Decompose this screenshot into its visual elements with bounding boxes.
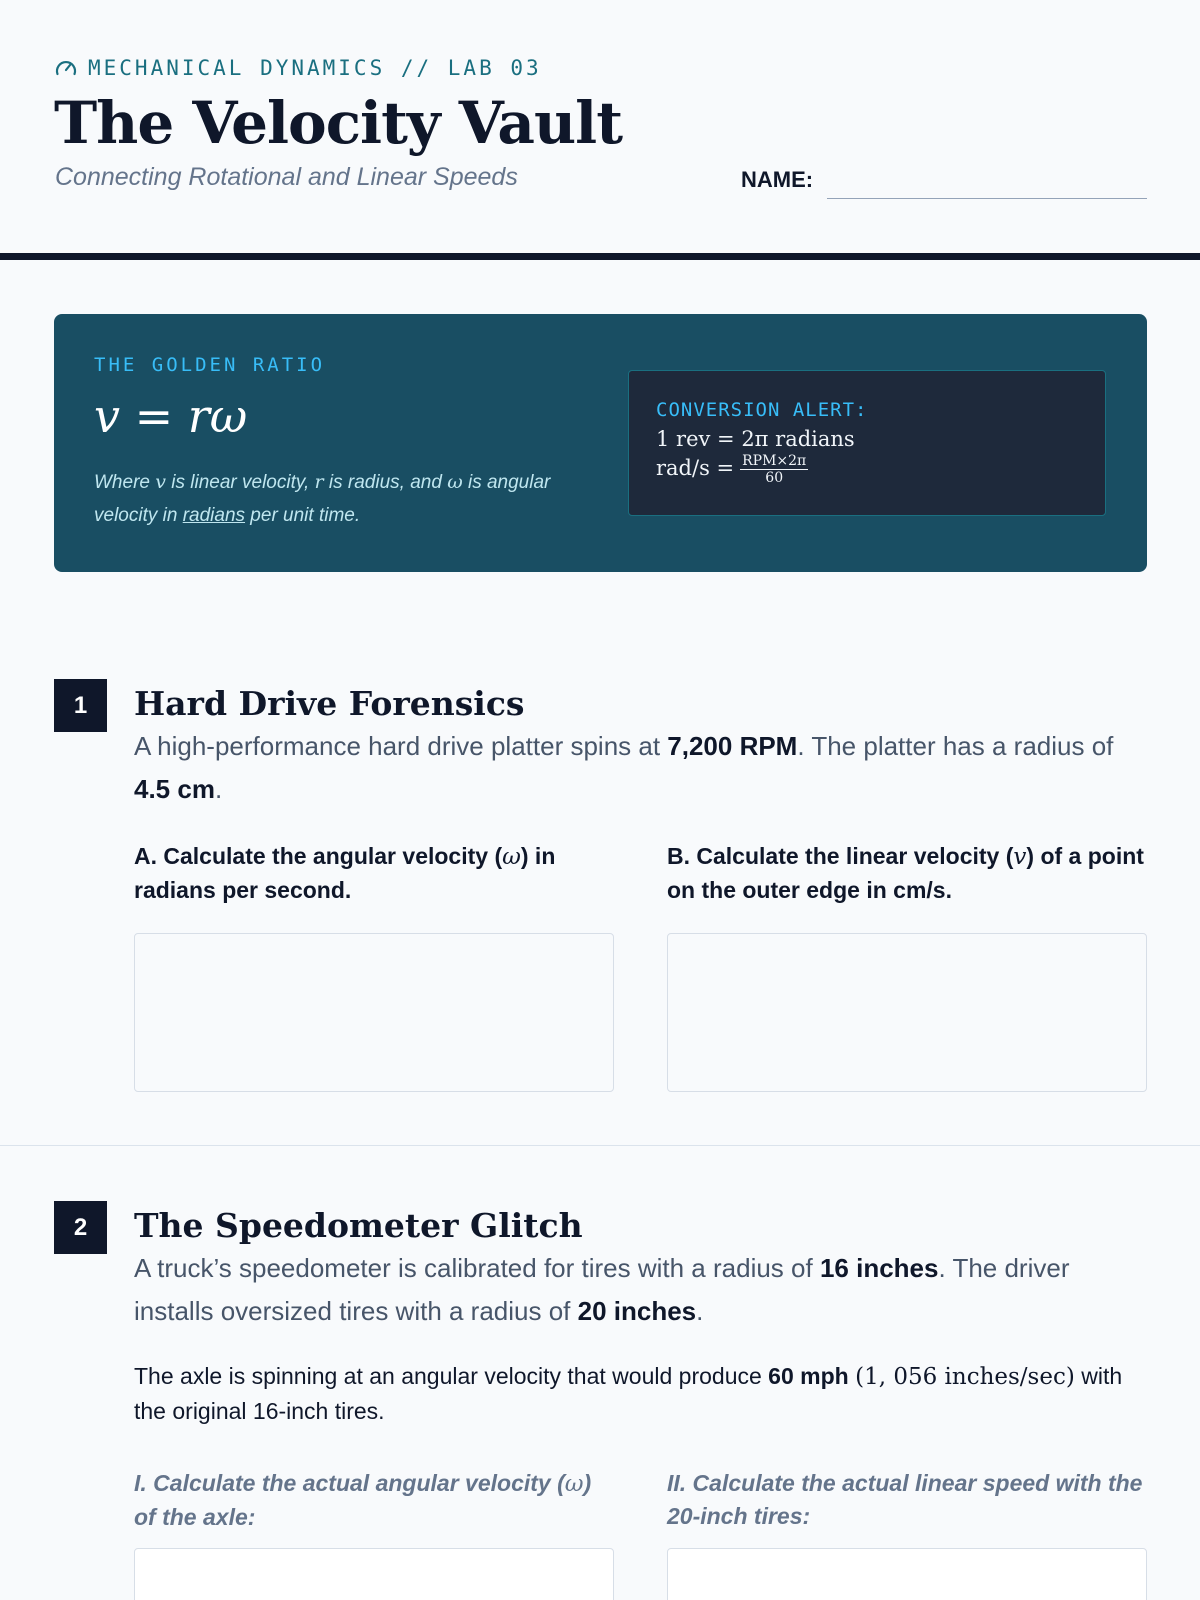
radians-link[interactable]: radians bbox=[182, 505, 246, 526]
conversion-line-rads bbox=[656, 453, 808, 486]
desc-text: Where bbox=[94, 472, 156, 493]
rpm-value: 7,200 RPM bbox=[667, 731, 798, 761]
body-text: . The driver installs oversized tires with a radius of bbox=[134, 1253, 1070, 1326]
question-2-body bbox=[134, 1247, 1154, 1333]
lab-kicker-text: MECHANICAL DYNAMICS // LAB 03 bbox=[88, 56, 542, 80]
note-text: with the original 16-inch tires. bbox=[134, 1363, 1123, 1424]
answer-box-1a[interactable] bbox=[134, 933, 614, 1092]
note-text: The axle is spinning at an angular velocity that would produce bbox=[134, 1363, 769, 1389]
fraction-numerator: RPM×2π bbox=[742, 453, 807, 469]
answer-box-2-i[interactable] bbox=[134, 1548, 614, 1600]
question-2-part-1 bbox=[134, 1467, 614, 1534]
question-1-badge: 1 bbox=[54, 679, 107, 732]
answer-box-2-ii[interactable] bbox=[667, 1548, 1147, 1600]
conversion-fraction bbox=[740, 453, 808, 486]
speedometer-icon bbox=[54, 56, 78, 80]
question-2-note bbox=[134, 1359, 1154, 1428]
question-1-body bbox=[134, 725, 1154, 811]
new-radius: 20 inches bbox=[577, 1296, 697, 1326]
conversion-lhs: rad/s = bbox=[656, 456, 735, 480]
question-1-part-b bbox=[667, 840, 1147, 907]
speed-conversion: (1, 056 inches/sec) bbox=[855, 1364, 1075, 1390]
name-label: NAME: bbox=[741, 167, 814, 192]
fraction-denominator: 60 bbox=[765, 470, 784, 486]
golden-ratio-panel bbox=[54, 314, 1147, 572]
velocity-formula: v = rω bbox=[94, 389, 248, 443]
question-2-badge: 2 bbox=[54, 1201, 107, 1254]
question-2-title: The Speedometer Glitch bbox=[134, 1206, 583, 1245]
body-text: . The platter has a radius of bbox=[797, 731, 1114, 761]
golden-ratio-label: THE GOLDEN RATIO bbox=[94, 354, 326, 376]
lab-kicker bbox=[54, 56, 542, 80]
body-text: . bbox=[214, 774, 223, 804]
page-subtitle: Connecting Rotational and Linear Speeds bbox=[55, 163, 518, 191]
formula-description bbox=[94, 466, 574, 532]
speed-value: 60 mph bbox=[768, 1363, 849, 1389]
conversion-alert-label: CONVERSION ALERT: bbox=[656, 399, 868, 421]
conversion-alert-box bbox=[628, 370, 1106, 516]
name-field-line[interactable] bbox=[827, 198, 1147, 199]
page-title: The Velocity Vault bbox=[54, 89, 623, 157]
question-2-part-2: II. Calculate the actual linear speed with the 20-inch tires: bbox=[667, 1470, 1143, 1529]
omega-symbol: ω bbox=[502, 844, 521, 870]
omega-symbol: ω bbox=[564, 1471, 584, 1497]
desc-text: is linear velocity, bbox=[165, 472, 315, 493]
header-rule bbox=[0, 253, 1200, 260]
desc-symbol-omega: ω bbox=[447, 471, 463, 493]
worksheet-header bbox=[0, 0, 1200, 260]
question-1-title: Hard Drive Forensics bbox=[134, 684, 525, 723]
v-symbol: v bbox=[1013, 844, 1027, 870]
desc-symbol-r: r bbox=[314, 471, 324, 493]
section-divider bbox=[0, 1145, 1200, 1146]
body-text: . bbox=[696, 1296, 704, 1326]
radius-value: 4.5 cm bbox=[134, 774, 215, 804]
part-1-text: ) of the axle: bbox=[134, 1470, 592, 1530]
body-text: A high-performance hard drive platter spins at bbox=[134, 731, 668, 761]
original-radius: 16 inches bbox=[819, 1253, 939, 1283]
desc-text: per unit time. bbox=[245, 505, 361, 526]
part-b-text: B. Calculate the linear velocity ( bbox=[667, 843, 1014, 869]
desc-symbol-v: v bbox=[155, 471, 166, 493]
part-a-text: A. Calculate the angular velocity ( bbox=[134, 843, 503, 869]
desc-text: is radius, and bbox=[323, 472, 448, 493]
conversion-line-rev: 1 rev = 2π radians bbox=[656, 427, 855, 451]
answer-box-1b[interactable] bbox=[667, 933, 1147, 1092]
part-1-text: I. Calculate the actual angular velocity ( bbox=[134, 1470, 565, 1496]
desc-text: is angular velocity in bbox=[94, 472, 551, 526]
question-1-part-a bbox=[134, 840, 614, 907]
part-b-text: ) of a point on the outer edge in cm/s. bbox=[667, 843, 1144, 903]
body-text: A truck’s speedometer is calibrated for tires with a radius of bbox=[134, 1253, 820, 1283]
part-a-text: ) in radians per second. bbox=[134, 843, 556, 903]
